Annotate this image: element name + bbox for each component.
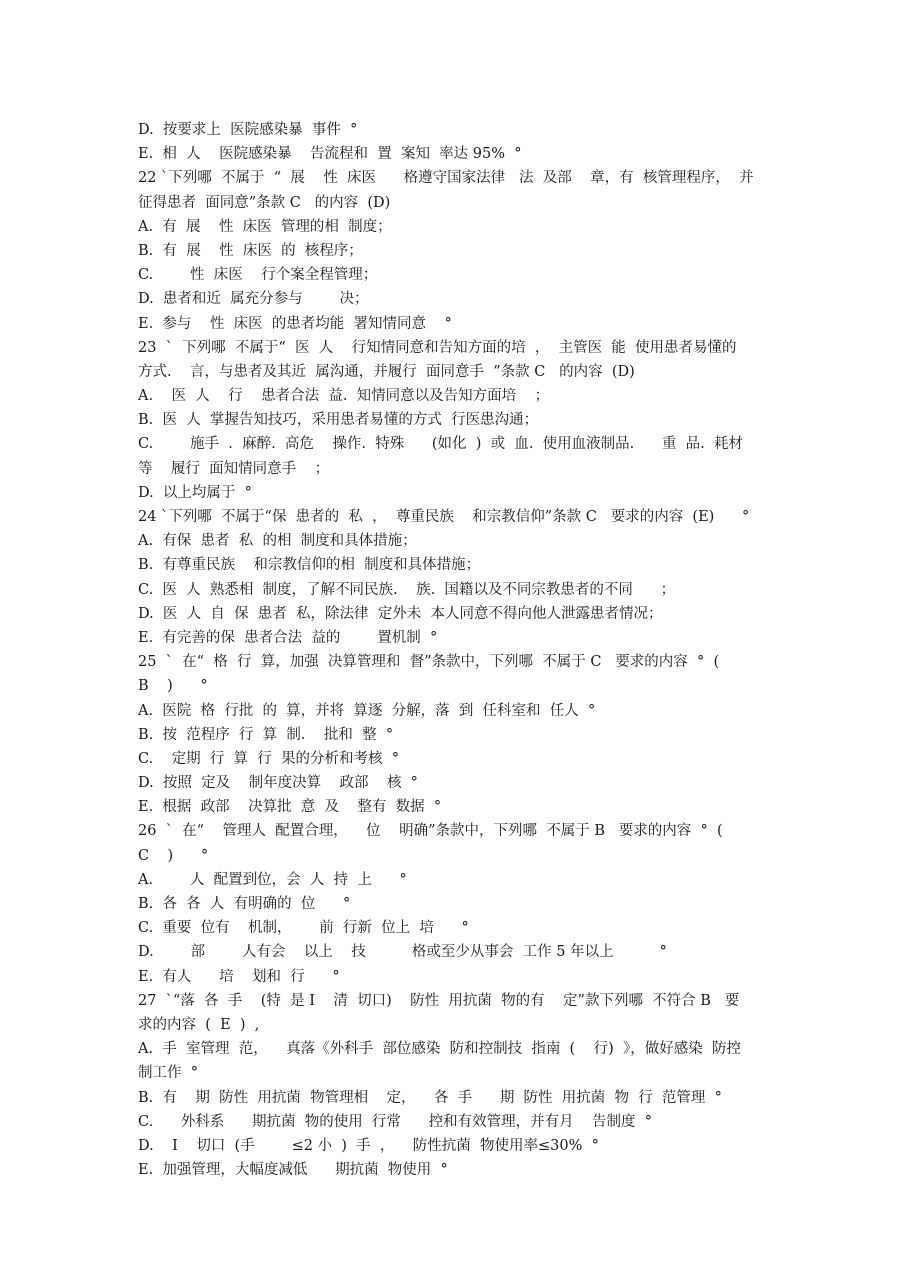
text-line: A. 有 展 性 床医 管理的相 制度； (138, 218, 392, 235)
text-line: 求的内容 ( E ) , (138, 1016, 260, 1033)
text-line: A. 有保 患者 私 的相 制度和具体措施； (138, 533, 417, 550)
text-line: E. 有完善的保 患者合法 益的 置机制 ° (138, 629, 438, 646)
text-line: 方式. 言，与患者及其近 属沟通，并履行 面同意手 ”条款 C 的内容 (D) (138, 363, 635, 380)
text-line: C ) ° (138, 847, 209, 864)
text-line: 制工作 ° (138, 1065, 198, 1082)
text-line: 22 `下列哪 不属于 “ 展 性 床医 格遵守国家法律 法 及部 章，有 核管理程序， 并 (138, 170, 754, 187)
text-line: D. 按照 定及 制年度决算 政部 核 ° (138, 775, 418, 792)
text-line: 24 `下列哪 不属于“保 患者的 私 ， 尊重民族 和宗教信仰”条款 C 要求的内容 (E) ° (138, 509, 750, 525)
text-line: E. 相 人 医院感染暴 告流程和 置 案知 率达 95% ° (138, 146, 522, 163)
text-line: 23 ` 下列哪 不属于“ 医 人 行知情同意和告知方面的培 ， 主管医 能 使用患者易懂的 (138, 339, 737, 356)
text-line: A. 手 室管理 范， 真落《外科手 部位感染 防和控制技 指南 ( 行) 》，做好感染 防控 (138, 1041, 741, 1058)
text-line: D. 以上均属于 ° (138, 484, 252, 501)
text-line: C. 医 人 熟悉相 制度，了解不同民族. 族. 国籍以及不同宗教患者的不同 ； (138, 581, 676, 598)
text-line: 26 ` 在“ 管理人 配置合理， 位 明确”条款中，下列哪 不属于 B 要求的内容 ° ( (138, 823, 723, 840)
text-line: E. 参与 性 床医 的患者均能 署知情同意 ° (138, 315, 452, 332)
text-line: 25 ` 在“ 格 行 算，加强 决算管理和 督”条款中，下列哪 不属于 C 要求的内容 ° ( (138, 654, 720, 671)
text-line: A. 人 配置到位，会 人 持 上 ° (138, 871, 407, 888)
text-line: E. 根据 政部 决算批 意 及 整有 数据 ° (138, 799, 442, 816)
text-line: 27 `“落 各 手 (特 是 I 清 切口) 防性 用抗菌 物的有 定”款下列哪 不符合 B 要 (138, 992, 740, 1009)
text-line: C. 性 床医 行个案全程管理； (138, 267, 378, 284)
text-line: B. 按 范程序 行 算 制. 批和 整 ° (138, 726, 394, 743)
text-line: C. 施手 . 麻醉. 高危 操作. 特殊 (如化 ) 或 血. 使用血液制品. 重 品. 耗材 (138, 436, 743, 453)
text-line: 等 履行 面知情同意手 ； (138, 460, 330, 477)
text-line: A. 医院 格 行批 的 算，并将 算逐 分解，落 到 任科室和 任人 ° (138, 702, 596, 719)
text-line: A. 医 人 行 患者合法 益. 知情同意以及告知方面培 ； (138, 388, 550, 405)
text-line: B. 医 人 掌握告知技巧，采用患者易懂的方式 行医患沟通； (138, 412, 539, 429)
text-line: D. 部 人有会 以上 技 格或至少从事会 工作 5 年以上 ° (138, 944, 667, 961)
document-body (138, 118, 778, 1182)
text-line: D. 按要求上 医院感染暴 事件 ° (138, 122, 358, 138)
text-line: 征得患者 面同意”条款 C 的内容 (D) (138, 194, 391, 211)
text-line: D. 患者和近 属充分参与 决； (138, 291, 369, 308)
text-line: C. 外科系 期抗菌 物的使用 行常 控和有效管理，并有月 告制度 ° (138, 1113, 652, 1130)
text-line: B. 有 展 性 床医 的 核程序； (138, 242, 363, 259)
text-line: B. 有尊重民族 和宗教信仰的相 制度和具体措施； (138, 557, 481, 574)
text-line: C. 定期 行 算 行 果的分析和考核 ° (138, 750, 399, 767)
text-line: D. I 切口 (手 ≤2 小 ) 手 ， 防性抗菌 物使用率≤30% ° (138, 1137, 599, 1154)
text-line: E. 有人 培 划和 行 ° (138, 968, 340, 985)
text-line: C. 重要 位有 机制， 前 行新 位上 培 ° (138, 920, 469, 937)
text-line: B. 有 期 防性 用抗菌 物管理相 定， 各 手 期 防性 用抗菌 物 行 范管理 ° (138, 1089, 722, 1106)
text-line: B ) ° (138, 678, 208, 695)
text-line: D. 医 人 自 保 患者 私，除法律 定外未 本人同意不得向他人泄露患者情况； (138, 605, 663, 622)
text-line: E. 加强管理，大幅度减低 期抗菌 物使用 ° (138, 1162, 448, 1179)
text-line: B. 各 各 人 有明确的 位 ° (138, 896, 351, 912)
